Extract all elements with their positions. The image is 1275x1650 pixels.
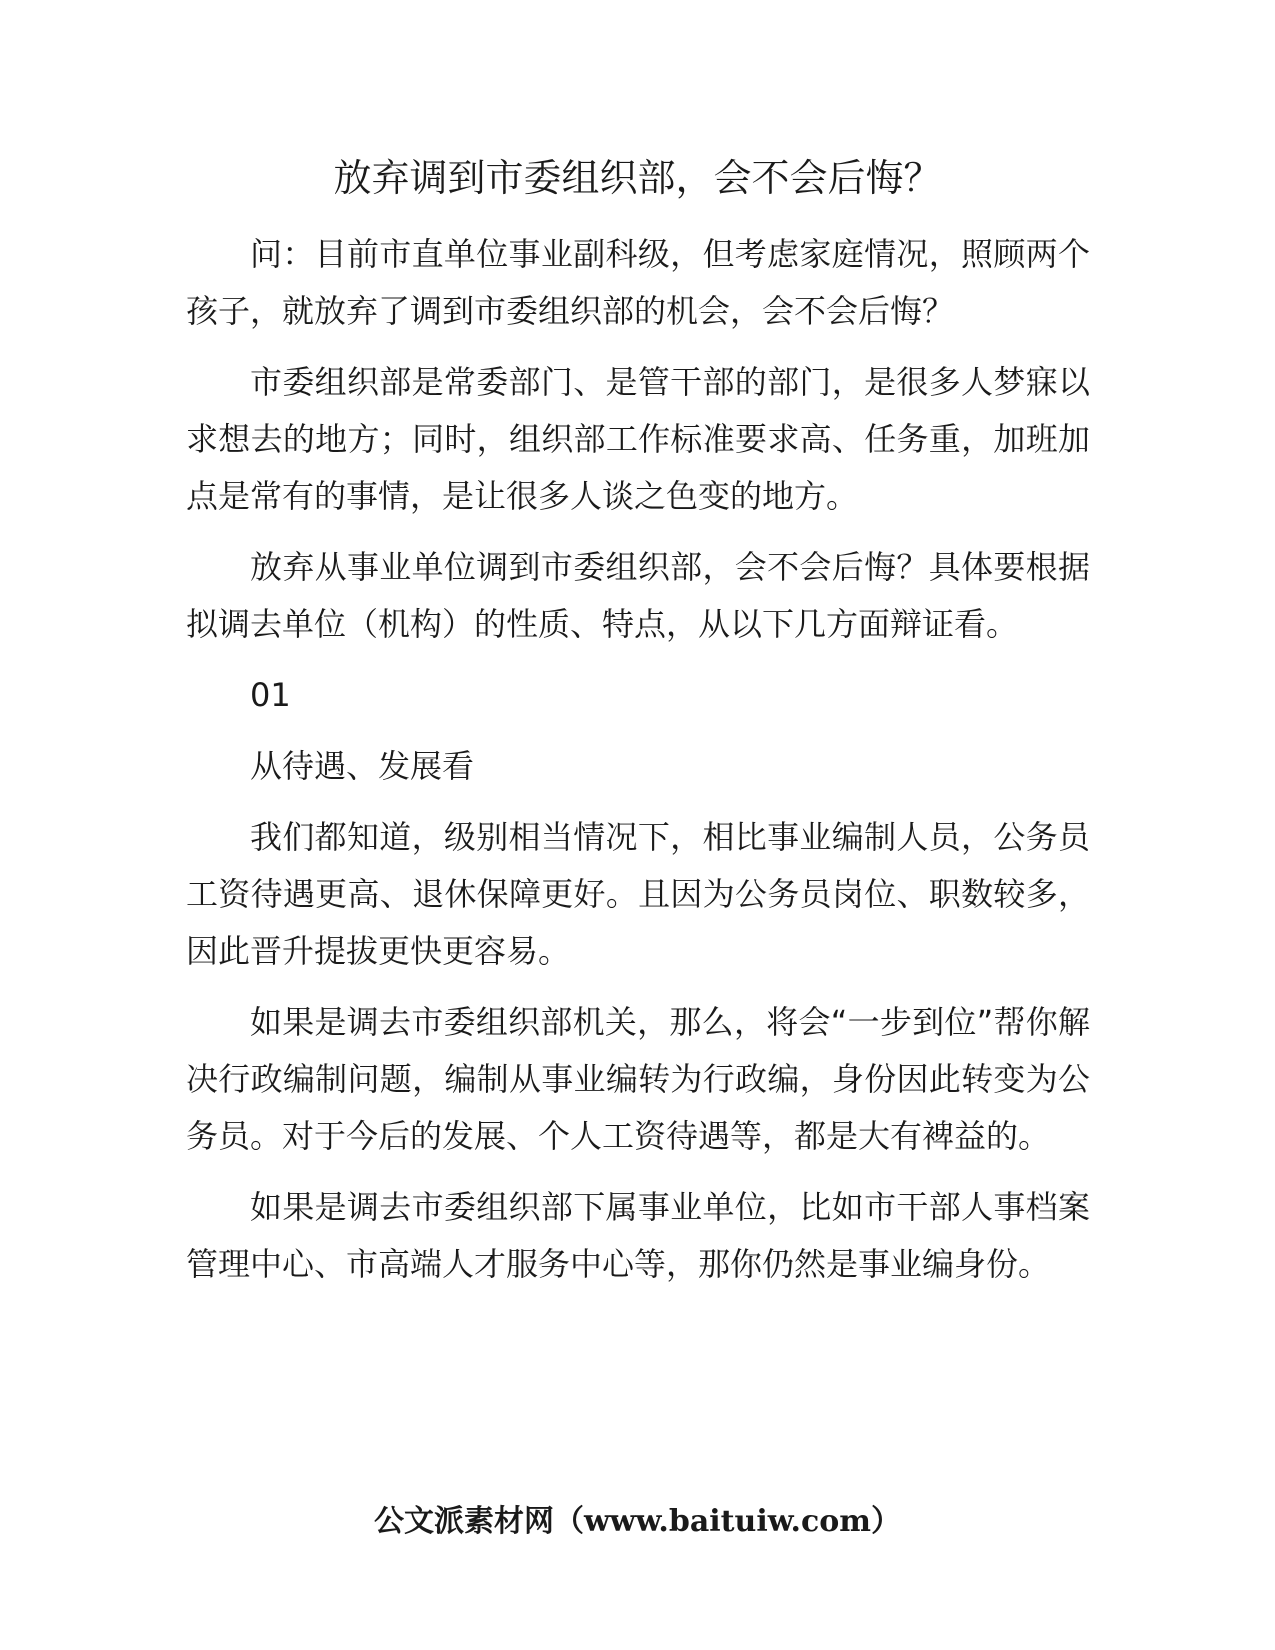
document-body xyxy=(186,226,1090,1307)
section-paragraph: 如果是调去市委组织部下属事业单位，比如市干部人事档案管理中心、市高端人才服务中心等，那你仍然是事业编身份。 xyxy=(186,1188,1090,1283)
paragraph-question: 问：目前市直单位事业副科级，但考虑家庭情况，照顾两个孩子，就放弃了调到市委组织部的机会，会不会后悔？ xyxy=(186,235,1090,330)
footer-source: 公文派素材网（www.baituiw.com） xyxy=(373,1504,902,1539)
section-paragraph: 我们都知道，级别相当情况下，相比事业编制人员，公务员工资待遇更高、退休保障更好。且因为公务员岗位、职数较多，因此晋升提拔更快更容易。 xyxy=(186,818,1090,970)
section-number: 01 xyxy=(250,676,291,714)
section-title: 从待遇、发展看 xyxy=(250,747,475,785)
paragraph-overview: 放弃从事业单位调到市委组织部，会不会后悔？具体要根据拟调去单位（机构）的性质、特点，从以下几方面辩证看。 xyxy=(186,548,1090,643)
document-title: 放弃调到市委组织部，会不会后悔？ xyxy=(333,156,942,200)
section-paragraph: 如果是调去市委组织部机关，那么，将会“一步到位”帮你解决行政编制问题，编制从事业编转为行政编，身份因此转变为公务员。对于今后的发展、个人工资待遇等，都是大有裨益的。 xyxy=(186,1003,1090,1155)
paragraph-intro: 市委组织部是常委部门、是管干部的部门，是很多人梦寐以求想去的地方；同时，组织部工作标准要求高、任务重，加班加点是常有的事情，是让很多人谈之色变的地方。 xyxy=(186,363,1090,515)
